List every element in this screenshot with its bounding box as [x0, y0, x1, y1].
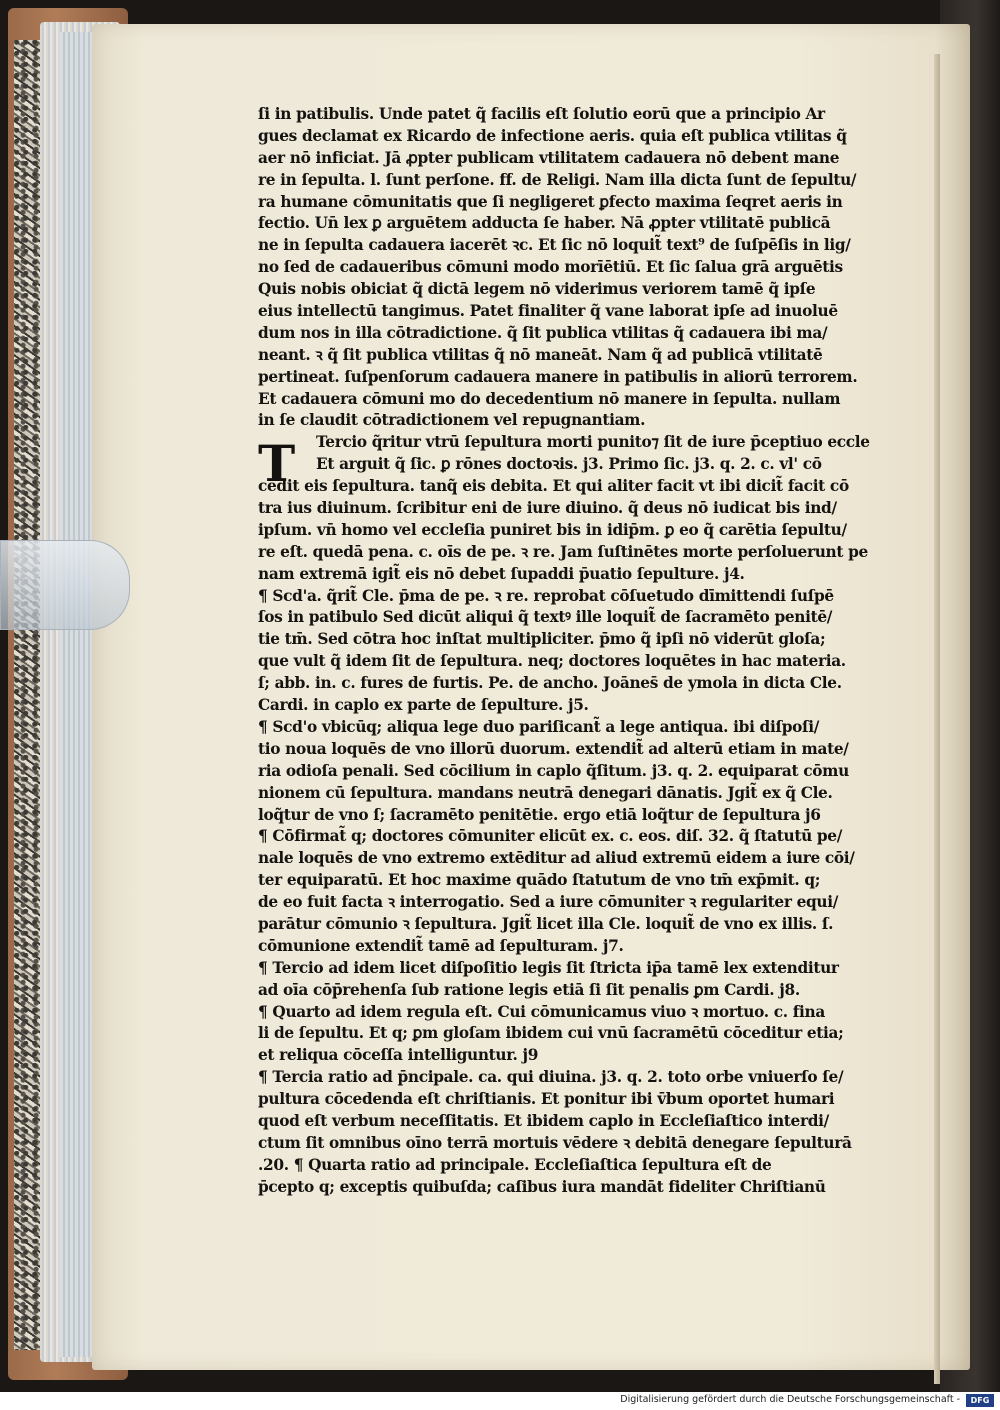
text-line: Tercio q̃ritur vtrū ſepultura morti punito⁊ ſit de iure p̄ceptiuo eccle: [316, 432, 870, 452]
text-line: ra humane cōmunitatis que ſi negligeret ꝑfecto maxima ſeqret aeris in: [258, 191, 843, 211]
text-line: Et cadauera cōmuni mo do decedentium nō manere in ſepulta. nullam: [258, 388, 841, 408]
text-line: Et arguit q̃ ſic. ꝑ rōnes doctoꝛis. j3. Primo ſic. j3. q. 2. c. vl' cō: [316, 454, 822, 474]
text-line: re in ſepulta. l. ſunt perſone. ff. de Religi. Nam illa dicta ſunt de ſepultu/: [258, 169, 857, 189]
text-line: ¶ Tercia ratio ad p̄ncipale. ca. qui diuina. j3. q. 2. toto orbe vniuerſo ſe/: [258, 1067, 844, 1087]
text-line: eius intellectū tangimus. Patet finaliter q̃ vane laborat ipſe ad inuoluē: [258, 301, 838, 321]
text-line: li de ſepultu. Et q; ꝑm gloſam ibidem cui vnū ſacramētū cōceditur etia;: [258, 1023, 844, 1043]
text-line: loq̃tur de vno ſ; ſacramēto penitētie. ergo etiā loq̃tur de ſepultura j6: [258, 804, 821, 824]
page-holder-clip: [0, 540, 130, 630]
text-line: gues declamat ex Ricardo de infectione aeris. quia eſt publica vtilitas q̃: [258, 125, 847, 145]
text-line: cōmunione extendit̃ tamē ad ſepulturam. j7.: [258, 935, 624, 955]
text-line: ne in ſepulta cadauera iacerēt ꝛc. Et ſic nō loquit̃ text⁹ de ſuſpēſis in lig/: [258, 235, 851, 255]
digitization-credit: Digitalisierung gefördert durch die Deutsche Forschungsgemeinschaft -: [620, 1394, 960, 1405]
text-line: ¶ Scd'a. q̃rit̃ Cle. p̄ma de pe. ꝛ re. reprobat cōſuetudo dīmittendi ſuſpē: [258, 585, 834, 605]
text-line: pultura cōcedenda eſt chriſtianis. Et ponitur ibi v̄bum oportet humari: [258, 1089, 835, 1109]
text-line: tra ius diuinum. ſcribitur eni de iure diuino. q̃ deus nō iudicat bis ind/: [258, 498, 837, 518]
text-line: ad oīa cōp̄rehenſa ſub ratione legis etiā ſi ſit penalis ꝑm Cardi. j8.: [258, 979, 800, 999]
page-fold-edge: [934, 54, 940, 1384]
footer-bar: [0, 1392, 1000, 1410]
text-line: dum nos in illa cōtradictione. q̃ ſit publica vtilitas q̃ cadauera ibi ma/: [258, 322, 828, 342]
text-line: nam extremā igit̃ eis nō debet ſupaddi p̄uatio ſepulture. j4.: [258, 563, 745, 583]
text-line: quod eſt verbum neceſſitatis. Et ibidem caplo in Eccleſiaſtico interdi/: [258, 1110, 829, 1130]
text-line: ¶ Scd'o vbicūq; aliqua lege duo pariſicant̃ a lege antiqua. ibi diſpoſi/: [258, 716, 820, 736]
text-line: ſ; abb. in. c. fures de furtis. Pe. de ancho. Joānes̄ de ymola in dicta Cle.: [258, 673, 842, 693]
text-line: .20. ¶ Quarta ratio ad principale. Eccleſiaſtica ſepultura eſt de: [258, 1154, 772, 1174]
text-line: tie tm̄. Sed cōtra hoc inſtat multipliciter. p̄mo q̃ ipſi nō viderūt gloſa;: [258, 629, 826, 649]
text-line: p̄cepto q; exceptis quibuſda; caſibus iura mandāt fideliter Chriſtianū: [258, 1176, 826, 1196]
text-line: pertineat. ſuſpenſorum cadauera manere in patibulis in aliorū terrorem.: [258, 366, 858, 386]
marbled-endpaper: [14, 40, 42, 1350]
text-line: ſos in patibulo Sed dicūt aliqui q̃ textꝰ ille loquit̃ de ſacramēto penitē/: [258, 607, 833, 627]
text-line: aer nō inficiat. Jā ꝓpter publicam vtilitatem cadauera nō debent mane: [258, 147, 840, 167]
text-line: ria odioſa penali. Sed cōcilium in caplo q̃ſitum. j3. q. 2. equiparat cōmu: [258, 760, 849, 780]
text-line: Cardi. in caplo ex parte de ſepulture. j5.: [258, 695, 589, 715]
text-line: nale loquēs de vno extremo extēditur ad aliud extremū eidem a iure cōi/: [258, 848, 855, 868]
text-line: et reliqua cōceſſa intelliguntur. j9: [258, 1045, 539, 1065]
text-line: de eo fuit facta ꝛ interrogatio. Sed a iure cōmuniter ꝛ regulariter equi/: [258, 892, 838, 912]
page-text: [258, 103, 908, 1198]
text-line: ipſum. vn̄ homo vel eccleſia puniret bis in idip̄m. ꝑ eo q̃ carētia ſepultu/: [258, 519, 847, 539]
text-line: que vult q̃ idem ſit de ſepultura. neq; doctores loquētes in hac materia.: [258, 651, 846, 671]
text-line: nionem cū ſepultura. mandans neutrā denegari dānatis. Jgit̃ ex q̃ Cle.: [258, 782, 833, 802]
text-line: tio noua loquēs de vno illorū duorum. extendit̃ ad alterū etiam in mate/: [258, 738, 849, 758]
text-line: Quis nobis obiciat q̃ dictā legem nō viderimus veriorem tamē q̃ ipſe: [258, 279, 816, 299]
text-line: neant. ꝛ q̃ ſit publica vtilitas q̃ nō maneāt. Nam q̃ ad publicā vtilitatē: [258, 344, 823, 364]
decorated-initial: T: [258, 434, 296, 493]
text-line: cedit eis ſepultura. tanq̃ eis debita. Et qui aliter facit vt ibi dicit̃ facit cō: [258, 476, 849, 496]
text-line: fectio. Un̄ lex ꝑ arguētem adducta ſe haber. Nā ꝓpter vtilitatē publicā: [258, 213, 831, 233]
text-line: in ſe claudit cōtradictionem vel repugnantiam.: [258, 410, 646, 430]
text-line: ¶ Cōfirmat̃ q; doctores cōmuniter elicūt ex. c. eos. diſ. 32. q̃ ſtatutū pe/: [258, 826, 843, 846]
text-line: parātur cōmunio ꝛ ſepultura. Jgit̃ licet illa Cle. loquit̃ de vno ex illis. ſ.: [258, 913, 834, 933]
dfg-logo: DFG: [966, 1394, 994, 1407]
text-line: ter equiparatū. Et hoc maxime quādo ſtatutum de vno tm̄ exp̄mit. q;: [258, 870, 821, 890]
text-line: ¶ Tercio ad idem licet diſpoſitio legis ſit ſtricta ip̄a tamē lex extenditur: [258, 957, 839, 977]
text-line: ſi in patibulis. Unde patet q̃ facilis eſt ſolutio eorū que a principio Ar: [258, 104, 825, 123]
text-line: no ſed de cadaueribus cōmuni modo morīētiū. Et ſic ſalua grā arguētis: [258, 257, 843, 277]
text-line: ctum ſit omnibus oīno terrā mortuis vēdere ꝛ debitā denegare ſepulturā: [258, 1132, 852, 1152]
text-line: re eſt. quedā pena. c. oīs de pe. ꝛ re. Jam ſuſtinētes morte perſoluerunt pe: [258, 541, 868, 561]
text-line: ¶ Quarto ad idem regula eſt. Cui cōmunicamus viuo ꝛ mortuo. c. fina: [258, 1001, 825, 1021]
